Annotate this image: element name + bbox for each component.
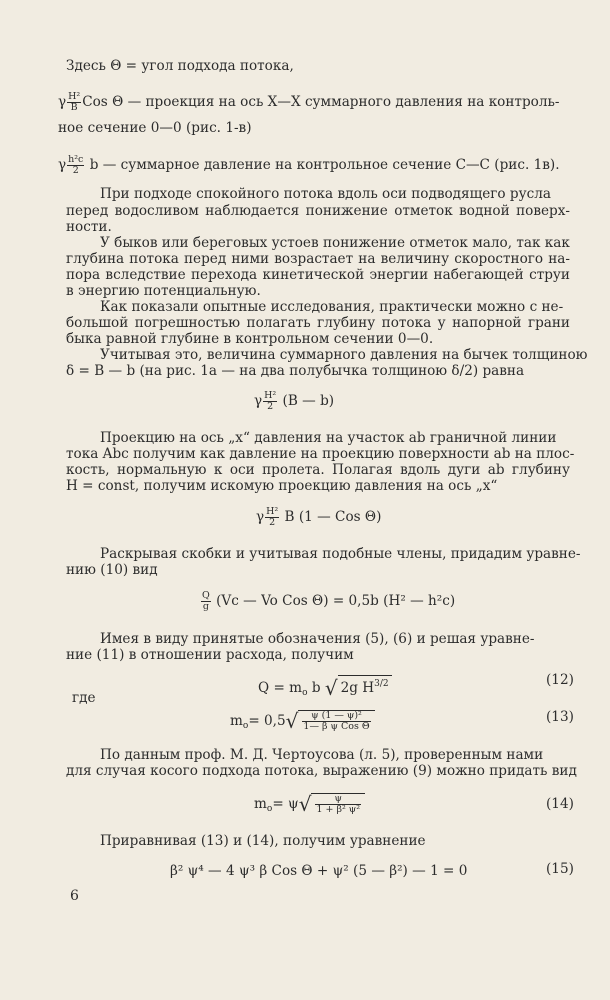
text-line: большой погрешностью полагать глубину потока у напорной грани xyxy=(66,315,570,331)
text-line: Как показали опытные исследования, практически можно с не- xyxy=(100,299,564,315)
text-line: в энергию потенциальную. xyxy=(66,283,261,299)
text-line: ности. xyxy=(66,219,112,235)
text-line: У быков или береговых устоев понижение отметок мало, так как xyxy=(100,235,570,251)
text-line: перед водосливом наблюдается понижение отметок водной поверх- xyxy=(66,203,570,219)
formula-13: $m_o= 0,5√$ $\frac{\text{ψ (1 — ψ)²}}{\text{1— β ψ Cos Θ}}$ xyxy=(230,710,375,734)
formula-pressure-pier: γ $\frac{\text{H²}}{2}$ (B — b) xyxy=(254,390,335,412)
text-line: ние (11) в отношении расхода, получим xyxy=(66,647,354,663)
equation-number: (12) xyxy=(546,672,574,688)
fraction: $\frac{\text{h²c}}{2}$ xyxy=(68,154,84,176)
equation-number: (14) xyxy=(546,796,574,812)
text-line: тока Abc получим как давление на проекцию поверхности ab на плос- xyxy=(66,446,575,462)
fraction: $\frac{\text{H²}}{B}$ xyxy=(68,91,81,113)
formula-momentum: $\frac{Q}{g}$ (Vc — Vo Cos Θ) = 0,5b (H² — h²c) xyxy=(202,590,456,612)
text-line: нию (10) вид xyxy=(66,562,158,578)
formula-15: β² ψ⁴ — 4 ψ³ β Cos Θ + ψ² (5 — β²) — 1 = 0 xyxy=(170,863,468,879)
text-line: δ = B — b (на рис. 1а — на два полубычка толщиною δ/2) равна xyxy=(66,363,525,379)
text-line: H = const, получим искомую проекцию давления на ось „x“ xyxy=(66,478,498,494)
text-line: для случая косого подхода потока, выражению (9) можно придать вид xyxy=(66,763,577,779)
text-line: γ $\frac{\text{h²c}}{2}$ b — суммарное давление на контрольное сечение C—C (рис. 1в). xyxy=(58,154,560,176)
text-line: глубина потока перед ними возрастает на величину скоростного на- xyxy=(66,251,570,267)
equation-number: (13) xyxy=(546,709,574,725)
text-line: Приравнивая (13) и (14), получим уравнение xyxy=(100,833,426,849)
formula-pressure-projection: γ $\frac{\text{H²}}{2}$ B (1 — Cos Θ) xyxy=(256,506,382,528)
text-line: где xyxy=(72,690,96,706)
text-line: кость, нормальную к оси пролета. Полагая вдоль дуги ab глубину xyxy=(66,462,570,478)
text-line: При подходе спокойного потока вдоль оси подводящего русла xyxy=(100,186,551,202)
text-line: ное сечение 0—0 (рис. 1-в) xyxy=(58,120,252,136)
text-line: γ $\frac{\text{H²}}{B}$ Cos Θ — проекция на ось X—X суммарного давления на контроль- xyxy=(58,91,560,113)
gamma-symbol: γ xyxy=(58,157,67,173)
gamma-symbol: γ xyxy=(58,94,67,110)
text-line: пора вследствие перехода кинетической энергии набегающей струи xyxy=(66,267,570,283)
text-line: Проекцию на ось „x“ давления на участок ab граничной линии xyxy=(100,430,557,446)
text-line: Учитывая это, величина суммарного давления на бычек толщиною xyxy=(100,347,588,363)
formula-14: $m_o= \psi√$ $\frac{\psi}{\text{1 + β² ψ²}}$ xyxy=(254,793,365,817)
text-line: По данным проф. М. Д. Чертоусова (л. 5), проверенным нами xyxy=(100,747,544,763)
equation-number: (15) xyxy=(546,861,574,877)
formula-12: $Q = m_o$ b √ 2g $H^{3/2}$ xyxy=(258,675,392,701)
text-line: быка равной глубине в контрольном сечении 0—0. xyxy=(66,331,434,347)
text-line: Здесь Θ = угол подхода потока, xyxy=(66,58,294,74)
text-line: Имея в виду принятые обозначения (5), (6) и решая уравне- xyxy=(100,631,535,647)
page-number: 6 xyxy=(70,888,79,904)
text-line: Раскрывая скобки и учитывая подобные члены, придадим уравне- xyxy=(100,546,581,562)
